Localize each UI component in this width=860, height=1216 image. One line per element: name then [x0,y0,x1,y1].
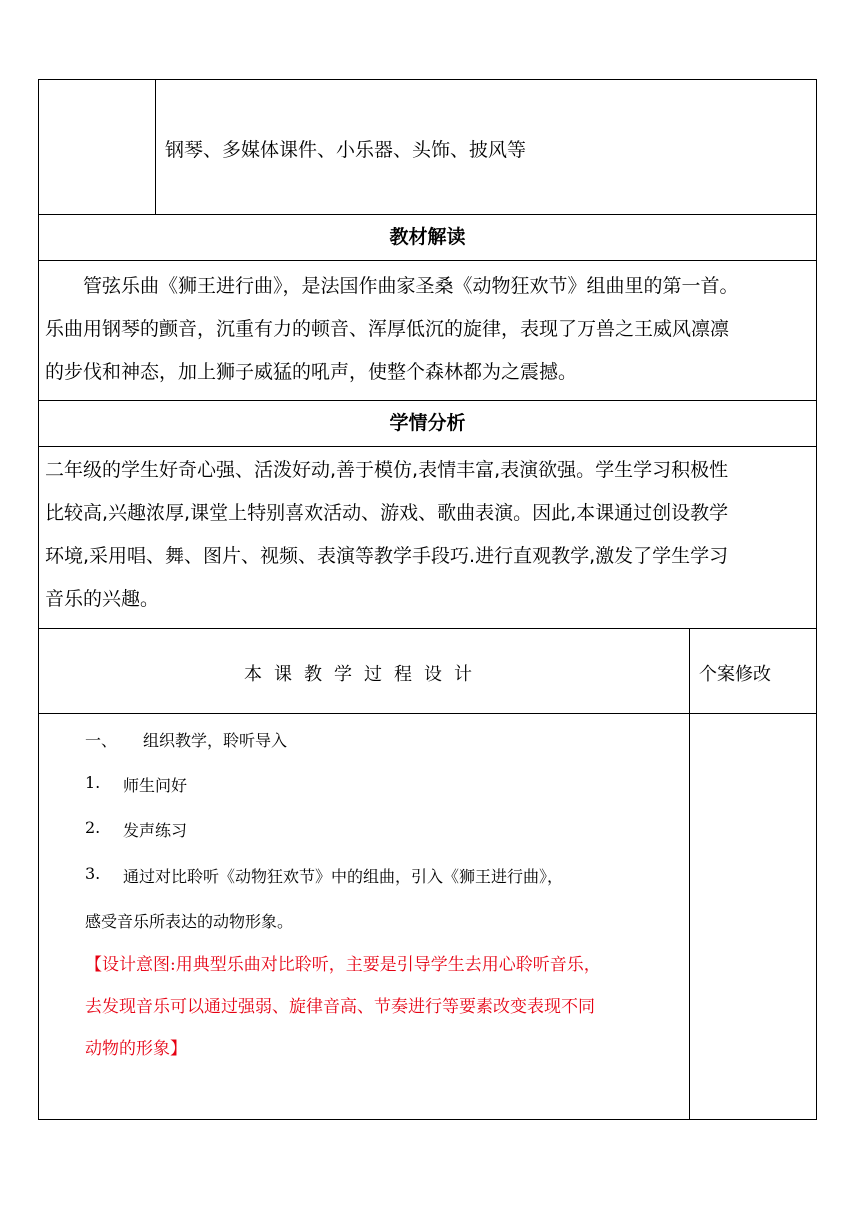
textbook-line: 管弦乐曲《狮王进行曲》，是法国作曲家圣桑《动物狂欢节》组曲里的第一首。 [83,275,739,297]
section-title: 组织教学，聆听导入 [143,731,288,750]
learner-line: 比较高,兴趣浓厚,课堂上特别喜欢活动、游戏、歌曲表演。因此,本课通过创设教学 [45,502,729,524]
step-text-continued: 感受音乐所表达的动物形象。 [85,912,294,931]
step-text: 师生问好 [123,776,188,795]
design-intent-line: 动物的形象】 [85,1039,187,1059]
process-title-row [38,628,817,713]
step-number: 2. [85,818,101,837]
step-number: 1. [85,773,101,792]
design-intent-line: 【设计意图:用典型乐曲对比聆听，主要是引导学生去用心聆听音乐， [85,955,601,975]
lesson-plan-table [38,79,817,1120]
materials-row [38,79,817,214]
learner-line: 二年级的学生好奇心强、活泼好动,善于模仿,表情丰富,表演欲强。学生学习积极性 [45,459,729,481]
column-divider [689,629,690,713]
column-divider [689,714,690,1119]
column-divider [155,80,156,214]
learner-line: 环境,采用唱、舞、图片、视频、表演等教学手段巧.进行直观教学,激发了学生学习 [45,545,729,567]
textbook-content [38,260,817,400]
design-intent [85,944,685,1070]
step-text: 发声练习 [123,821,188,840]
step-text: 通过对比聆听《动物狂欢节》中的组曲，引入《狮王进行曲》， [123,867,564,886]
process-content-row [38,713,817,1120]
textbook-heading: 教材解读 [38,214,817,260]
learner-heading: 学情分析 [38,400,817,446]
section-number: 一、 [85,731,118,750]
process-title: 本课教学过程设计 [244,664,484,685]
design-intent-line: 去发现音乐可以通过强弱、旋律音高、节奏进行等要素改变表现不同 [85,997,595,1017]
textbook-line: 乐曲用钢琴的颤音，沉重有力的顿音、浑厚低沉的旋律，表现了万兽之王威风凛凛 [45,318,730,340]
materials-text: 钢琴、多媒体课件、小乐器、头饰、披风等 [165,139,527,161]
modify-label: 个案修改 [699,664,771,685]
learner-content [38,446,817,628]
learner-line: 音乐的兴趣。 [45,588,160,610]
textbook-line: 的步伐和神态，加上狮子威猛的吼声，使整个森林都为之震撼。 [45,361,578,383]
step-number: 3. [85,864,101,883]
